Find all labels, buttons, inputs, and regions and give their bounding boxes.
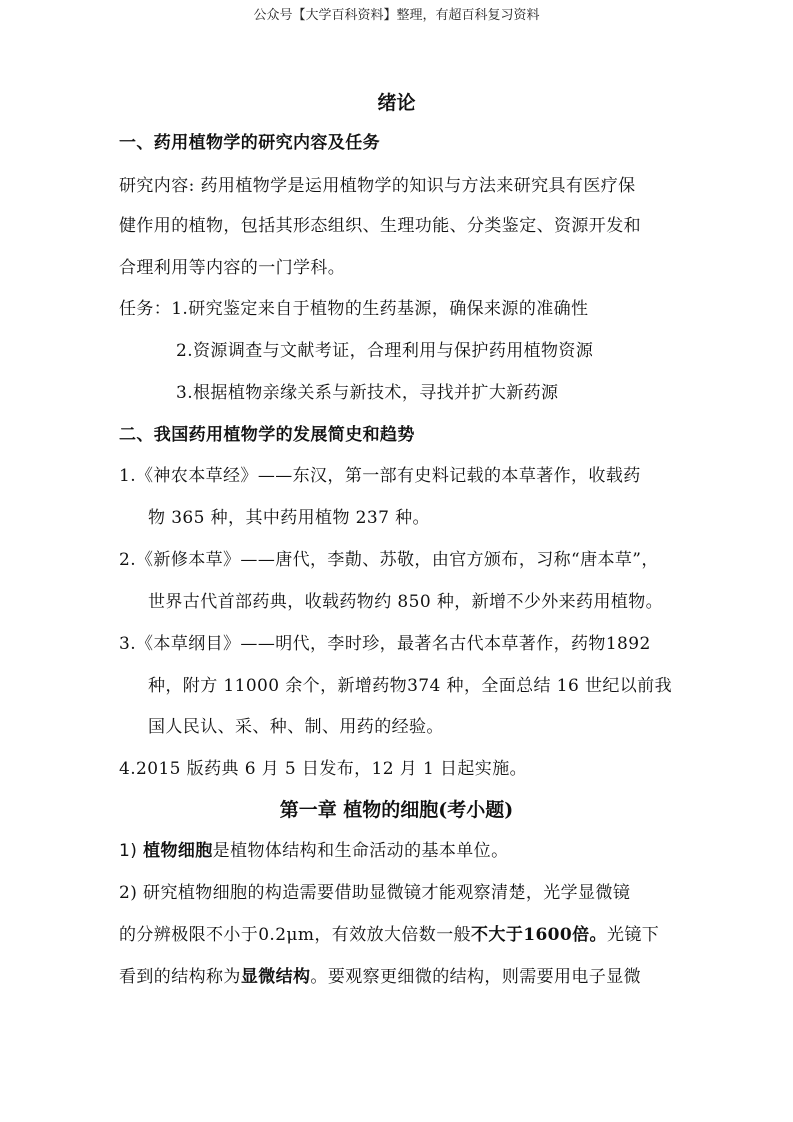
history-item: 2.《新修本草》——唐代，李勣、苏敬，由官方颁布，习称“唐本草”， [119, 550, 659, 570]
content-line: 健作用的植物，包括其形态组织、生理功能、分类鉴定、资源开发和 [119, 216, 641, 236]
history-item-cont: 种，附方 11000 余个，新增药物374 种，全面总结 16 世纪以前我 [148, 676, 672, 696]
history-item: 3.《本草纲目》——明代，李时珍，最著名古代本草著作，药物1892 [119, 634, 651, 654]
bold-term: 不大于1600倍。 [471, 925, 607, 945]
history-item-cont: 世界古代首部药典，收载药物约 850 种，新增不少外来药用植物。 [148, 592, 664, 612]
task-item: 3.根据植物亲缘关系与新技术，寻找并扩大新药源 [176, 383, 559, 403]
task-item: 1.研究鉴定来自于植物的生药基源，确保来源的准确性 [171, 299, 589, 319]
para-number: 1) [119, 841, 144, 861]
section2-heading: 二、我国药用植物学的发展简史和趋势 [119, 425, 415, 445]
chapter1-paragraph-2-line1: 2) 研究植物细胞的构造需要借助显微镜才能观察清楚，光学显微镜 [119, 883, 631, 903]
para-text: 是植物体结构和生命活动的基本单位。 [212, 841, 509, 861]
para-text: 的分辨极限不小于0.2μm，有效放大倍数一般 [119, 925, 472, 945]
content-line: 合理利用等内容的一门学科。 [119, 258, 346, 278]
bold-term: 显微结构 [240, 967, 311, 987]
para-text: 光镜下 [606, 925, 660, 945]
para-text: 看到的结构称为 [119, 967, 241, 987]
para-text: 。要观察更细微的结构，则需要用电子显微 [310, 967, 642, 987]
section1-heading: 一、药用植物学的研究内容及任务 [119, 133, 380, 153]
content-line: 研究内容: 药用植物学是运用植物学的知识与方法来研究具有医疗保 [119, 176, 636, 196]
page-header-watermark: 公众号【大学百科资料】整理，有超百科复习资料 [253, 8, 540, 23]
history-item-cont: 物 365 种，其中药用植物 237 种。 [148, 508, 430, 528]
tasks-label: 任务： [119, 299, 172, 319]
task-line-1 [119, 298, 588, 320]
history-item-cont: 国人民认、采、种、制、用药的经验。 [148, 717, 444, 737]
bold-term: 植物细胞 [143, 841, 213, 861]
chapter1-title: 第一章 植物的细胞(考小题) [279, 799, 514, 821]
task-item: 2.资源调查与文献考证，合理利用与保护药用植物资源 [176, 341, 594, 361]
chapter1-paragraph-2-line2 [119, 924, 659, 946]
history-item: 1.《神农本草经》——东汉，第一部有史料记载的本草著作，收载药 [119, 466, 641, 486]
chapter1-paragraph-2-line3 [119, 966, 641, 988]
chapter1-paragraph-1 [119, 840, 508, 862]
intro-title: 绪论 [377, 92, 416, 114]
history-item: 4.2015 版药典 6 月 5 日发布，12 月 1 日起实施。 [119, 759, 527, 779]
